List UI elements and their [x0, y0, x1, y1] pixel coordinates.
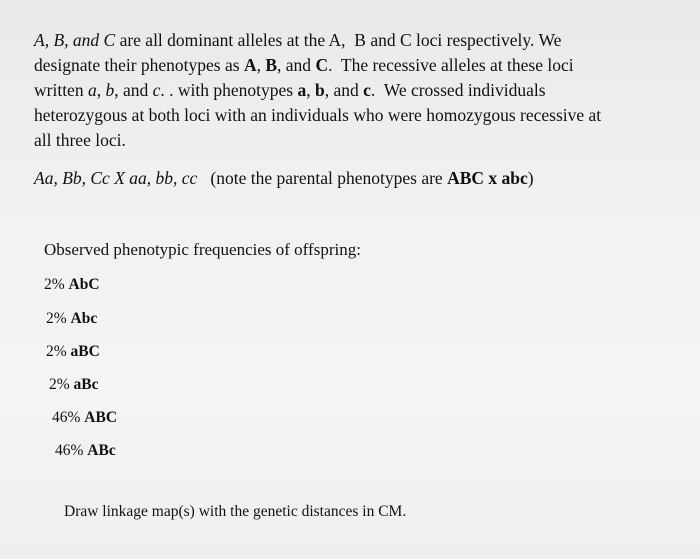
frequency-percent: 2%: [46, 310, 67, 327]
cross-note-suffix: ): [527, 168, 534, 188]
observed-title: Observed phenotypic frequencies of offspring:: [44, 240, 361, 259]
cross-note-bold: ABC x abc: [447, 168, 528, 188]
problem-line-1: A, B, and C are all dominant alleles at the A, B and C loci respectively. We: [34, 30, 562, 50]
frequency-percent: 2%: [46, 343, 67, 360]
problem-paragraph: [34, 28, 684, 153]
cross-line: [34, 168, 534, 189]
frequency-item: [46, 343, 100, 361]
problem-line-4: heterozygous at both loci with an individuals who were homozygous recessive at: [34, 105, 602, 125]
frequency-item: [46, 310, 97, 328]
cross-genotypes: Aa, Bb, Cc X aa, bb, cc: [34, 168, 198, 188]
cross-note-prefix: (note the parental phenotypes are: [210, 168, 448, 188]
instruction: Draw linkage map(s) with the genetic distances in CM.: [64, 503, 407, 520]
frequency-phenotype: aBC: [70, 343, 100, 360]
frequency-item: [55, 442, 116, 460]
problem-line-3: written a, b, and c. . with phenotypes a, b, and c. We crossed individuals: [34, 80, 546, 100]
frequency-phenotype: AbC: [68, 276, 100, 293]
frequency-item: [49, 376, 99, 394]
frequency-percent: 46%: [52, 409, 81, 426]
frequency-percent: 2%: [49, 376, 70, 393]
frequency-percent: 2%: [44, 276, 65, 293]
frequency-item: [52, 409, 117, 427]
frequency-percent: 46%: [55, 442, 84, 459]
frequency-phenotype: aBc: [73, 376, 99, 393]
frequency-phenotype: ABC: [84, 409, 118, 426]
problem-line-2: designate their phenotypes as A, B, and C. The recessive alleles at these loci: [34, 55, 574, 75]
frequency-item: [44, 276, 100, 294]
frequency-phenotype: ABc: [87, 442, 116, 459]
problem-line-5: all three loci.: [34, 130, 126, 150]
frequency-phenotype: Abc: [70, 310, 98, 327]
